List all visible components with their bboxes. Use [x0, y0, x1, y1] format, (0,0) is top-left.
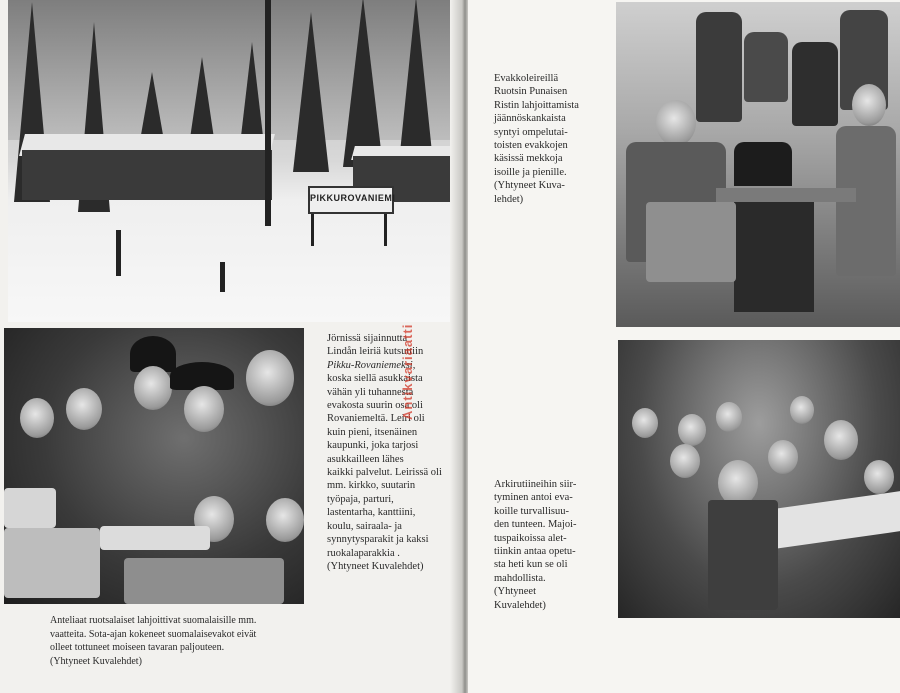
seller-stamp: Antikvariaatti [400, 323, 415, 420]
treadle-stand [734, 202, 814, 312]
caption-line: tyminen antoi eva- [494, 492, 573, 504]
caption-line: olleet tottuneet moiseen tavaran paljouteen. [50, 642, 225, 653]
caption-line: Anteliaat ruotsalaiset lahjoittivat suomalaisille mm. [50, 615, 257, 626]
caption-line: koulu, sairaala- ja synnytysparakit ja kaksi [327, 520, 429, 546]
barrack [22, 150, 272, 200]
sewing-caption [494, 72, 604, 206]
sewing-machine [734, 142, 792, 186]
camp-sign: PIKKUROVANIEMI [308, 186, 394, 214]
child-face [790, 396, 814, 424]
utility-pole [265, 0, 271, 226]
person-face [134, 366, 172, 410]
clothing-pile [124, 558, 284, 604]
fence-post [116, 230, 121, 276]
caption-line: vähän yli tuhannesta [327, 386, 414, 398]
caption-line: mahdollista. [494, 572, 546, 584]
sky [8, 0, 462, 140]
caption-line: tiinkin antaa opetu- [494, 546, 576, 558]
fabric [646, 202, 736, 282]
caption-line: Evakkoleireillä [494, 73, 559, 84]
crowd-photo [4, 328, 304, 604]
child-face [768, 440, 798, 474]
children-caption [494, 478, 606, 612]
caption-line: kuin pieni, itsenäinen [327, 426, 418, 438]
camp-photo [8, 0, 462, 322]
caption-line: Ristin lahjoittamista [494, 99, 579, 111]
camp-caption [327, 332, 445, 573]
caption-line: käsissä mekkoja [494, 153, 563, 165]
caption-line: sta heti kun se oli [494, 559, 568, 571]
caption-line: Pikku-Rovaniemeksi, [327, 359, 416, 371]
crowd-caption [50, 614, 320, 668]
clothing-pile [4, 528, 100, 598]
caption-line: evakosta suurin osa oli [327, 400, 423, 412]
caption-credit: (Yhtyneet Kuva- [494, 180, 565, 192]
caption-line: isoille ja pienille. [494, 166, 567, 178]
caption-line: kaikki palvelut. Leirissä oli mm. kirkko, suutarin työpaja, parturi, [327, 467, 442, 505]
pine-tree [343, 0, 383, 167]
right-page [468, 0, 900, 693]
child-face [864, 460, 894, 494]
person-face [66, 388, 102, 430]
children-photo [618, 340, 900, 618]
seamstress-face [656, 100, 696, 146]
caption-line: ruokalaparakkia . [327, 547, 400, 559]
seamstress-face [852, 84, 886, 126]
person-face [20, 398, 54, 438]
cardboard-box [100, 526, 210, 550]
caption-credit: lehdet) [494, 193, 524, 205]
caption-line: Rovaniemeltä. Leiri oli [327, 413, 425, 425]
cardboard-box [4, 488, 56, 528]
caption-credit: Kuvalehdet) [494, 599, 546, 611]
caption-line: Ruotsin Punaisen [494, 86, 568, 98]
teacher-face [824, 420, 858, 460]
hanging-dress [744, 32, 788, 102]
child-face [716, 402, 742, 432]
caption-line: Lindån leiriä kutsuttiin [327, 346, 424, 358]
pine-tree [293, 12, 329, 172]
caption-line: vaatteita. Sota-ajan kokeneet suomalaisevakot eivät [50, 628, 257, 640]
child-face [632, 408, 658, 438]
caption-line: syntyi ompelutai- [494, 126, 568, 138]
caption-line: jäännöskankaista [494, 113, 566, 125]
hanging-dress [792, 42, 838, 126]
caption-line: lastentarha, kanttiini, [327, 507, 416, 519]
child-dress [708, 500, 778, 610]
sewing-table [716, 188, 856, 202]
child-face [670, 444, 700, 478]
sewing-photo [616, 2, 900, 327]
caption-line: tuspaikoissa alet- [494, 532, 567, 544]
fence-post [220, 262, 225, 292]
caption-line: Jörnissä sijainnutta [327, 333, 408, 344]
hanging-dress [696, 12, 742, 122]
caption-credit: (Yhtyneet Kuvalehdet) [50, 655, 142, 667]
caption-line: toisten evakkojen [494, 140, 568, 152]
caption-line: Arkirutiineihin siir- [494, 479, 577, 490]
caption-credit: (Yhtyneet Kuvalehdet) [327, 560, 424, 572]
caption-line: koille turvallisuu- [494, 505, 569, 517]
person-face [184, 386, 224, 432]
caption-credit: (Yhtyneet [494, 586, 536, 598]
caption-line: den tunteen. Majoi- [494, 519, 577, 531]
caption-line: asukkailleen lähes [327, 453, 404, 465]
child-face [266, 498, 304, 542]
caption-line: kaupunki, joka tarjosi [327, 440, 419, 452]
caption-line: koska siellä asukkaista [327, 373, 423, 385]
teacher-face [678, 414, 706, 446]
person-face [246, 350, 294, 406]
